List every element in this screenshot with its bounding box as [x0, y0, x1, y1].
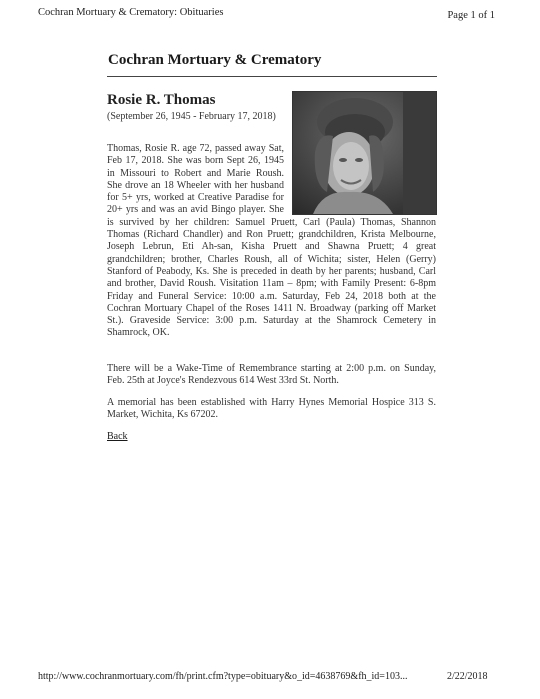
wake-paragraph: There will be a Wake-Time of Remembrance starting at 2:00 p.m. on Sunday, Feb. 25th at Joyce's Rendezvous 614 West 33rd St. North.: [107, 363, 436, 387]
page-title: Cochran Mortuary & Crematory: [108, 52, 322, 68]
print-footer-date: 2/22/2018: [447, 671, 488, 682]
print-header-title: Cochran Mortuary & Crematory: Obituaries: [38, 7, 224, 18]
obituary-body: [107, 143, 436, 340]
title-divider: [107, 76, 437, 77]
page-indicator: Page 1 of 1: [447, 10, 495, 21]
life-dates: (September 26, 1945 - February 17, 2018): [107, 111, 276, 122]
memorial-paragraph: A memorial has been established with Harry Hynes Memorial Hospice 313 S. Market, Wichita, Ks 67202.: [107, 397, 436, 421]
obituary-body-text: Thomas, Rosie R. age 72, passed away Sat, Feb 17, 2018. She was born Sept 26, 1945 in Missouri to Robert and Marie Roush. She drove an 18 Wheeler with her husband for 5+ yrs, worked at Creative Paradise for 20+ yrs and was an avid Bingo player. She is survived by her children: Samuel Pruett, Carl (Paula) Thomas, Shannon Thomas (Richard Chandler) and Ron Pruett; grandchildren, Krista Melbourne, Joseph Lebrun, Eti Ah-san, Kisha Pruett and Shawna Pruett; 4 great grandchildren; brother, Charles Roush, all of Wichita; sister, Helen (Gerry) Stanford of Peabody, Ks. She is preceded in death by her parents; husband, Carl and brother, David Roush. Visitation 11am – 8pm; with Family Present: 6-8pm Friday and Funeral Service: 10:00 a.m. Saturday, Feb 24, 2018 both at the Cochran Mortuary Chapel of the Roses 1411 N. Broadway (parking off Market St.). Graveside Service: 3:00 p.m. Saturday at the Shamrock Cemetery in Shamrock, OK.: [107, 143, 436, 339]
photo-wrap-spacer: [290, 143, 436, 215]
deceased-name: Rosie R. Thomas: [107, 92, 216, 108]
back-link[interactable]: Back: [107, 431, 128, 442]
print-footer-url: http://www.cochranmortuary.com/fh/print.cfm?type=obituary&o_id=4638769&fh_id=103...: [38, 671, 408, 682]
